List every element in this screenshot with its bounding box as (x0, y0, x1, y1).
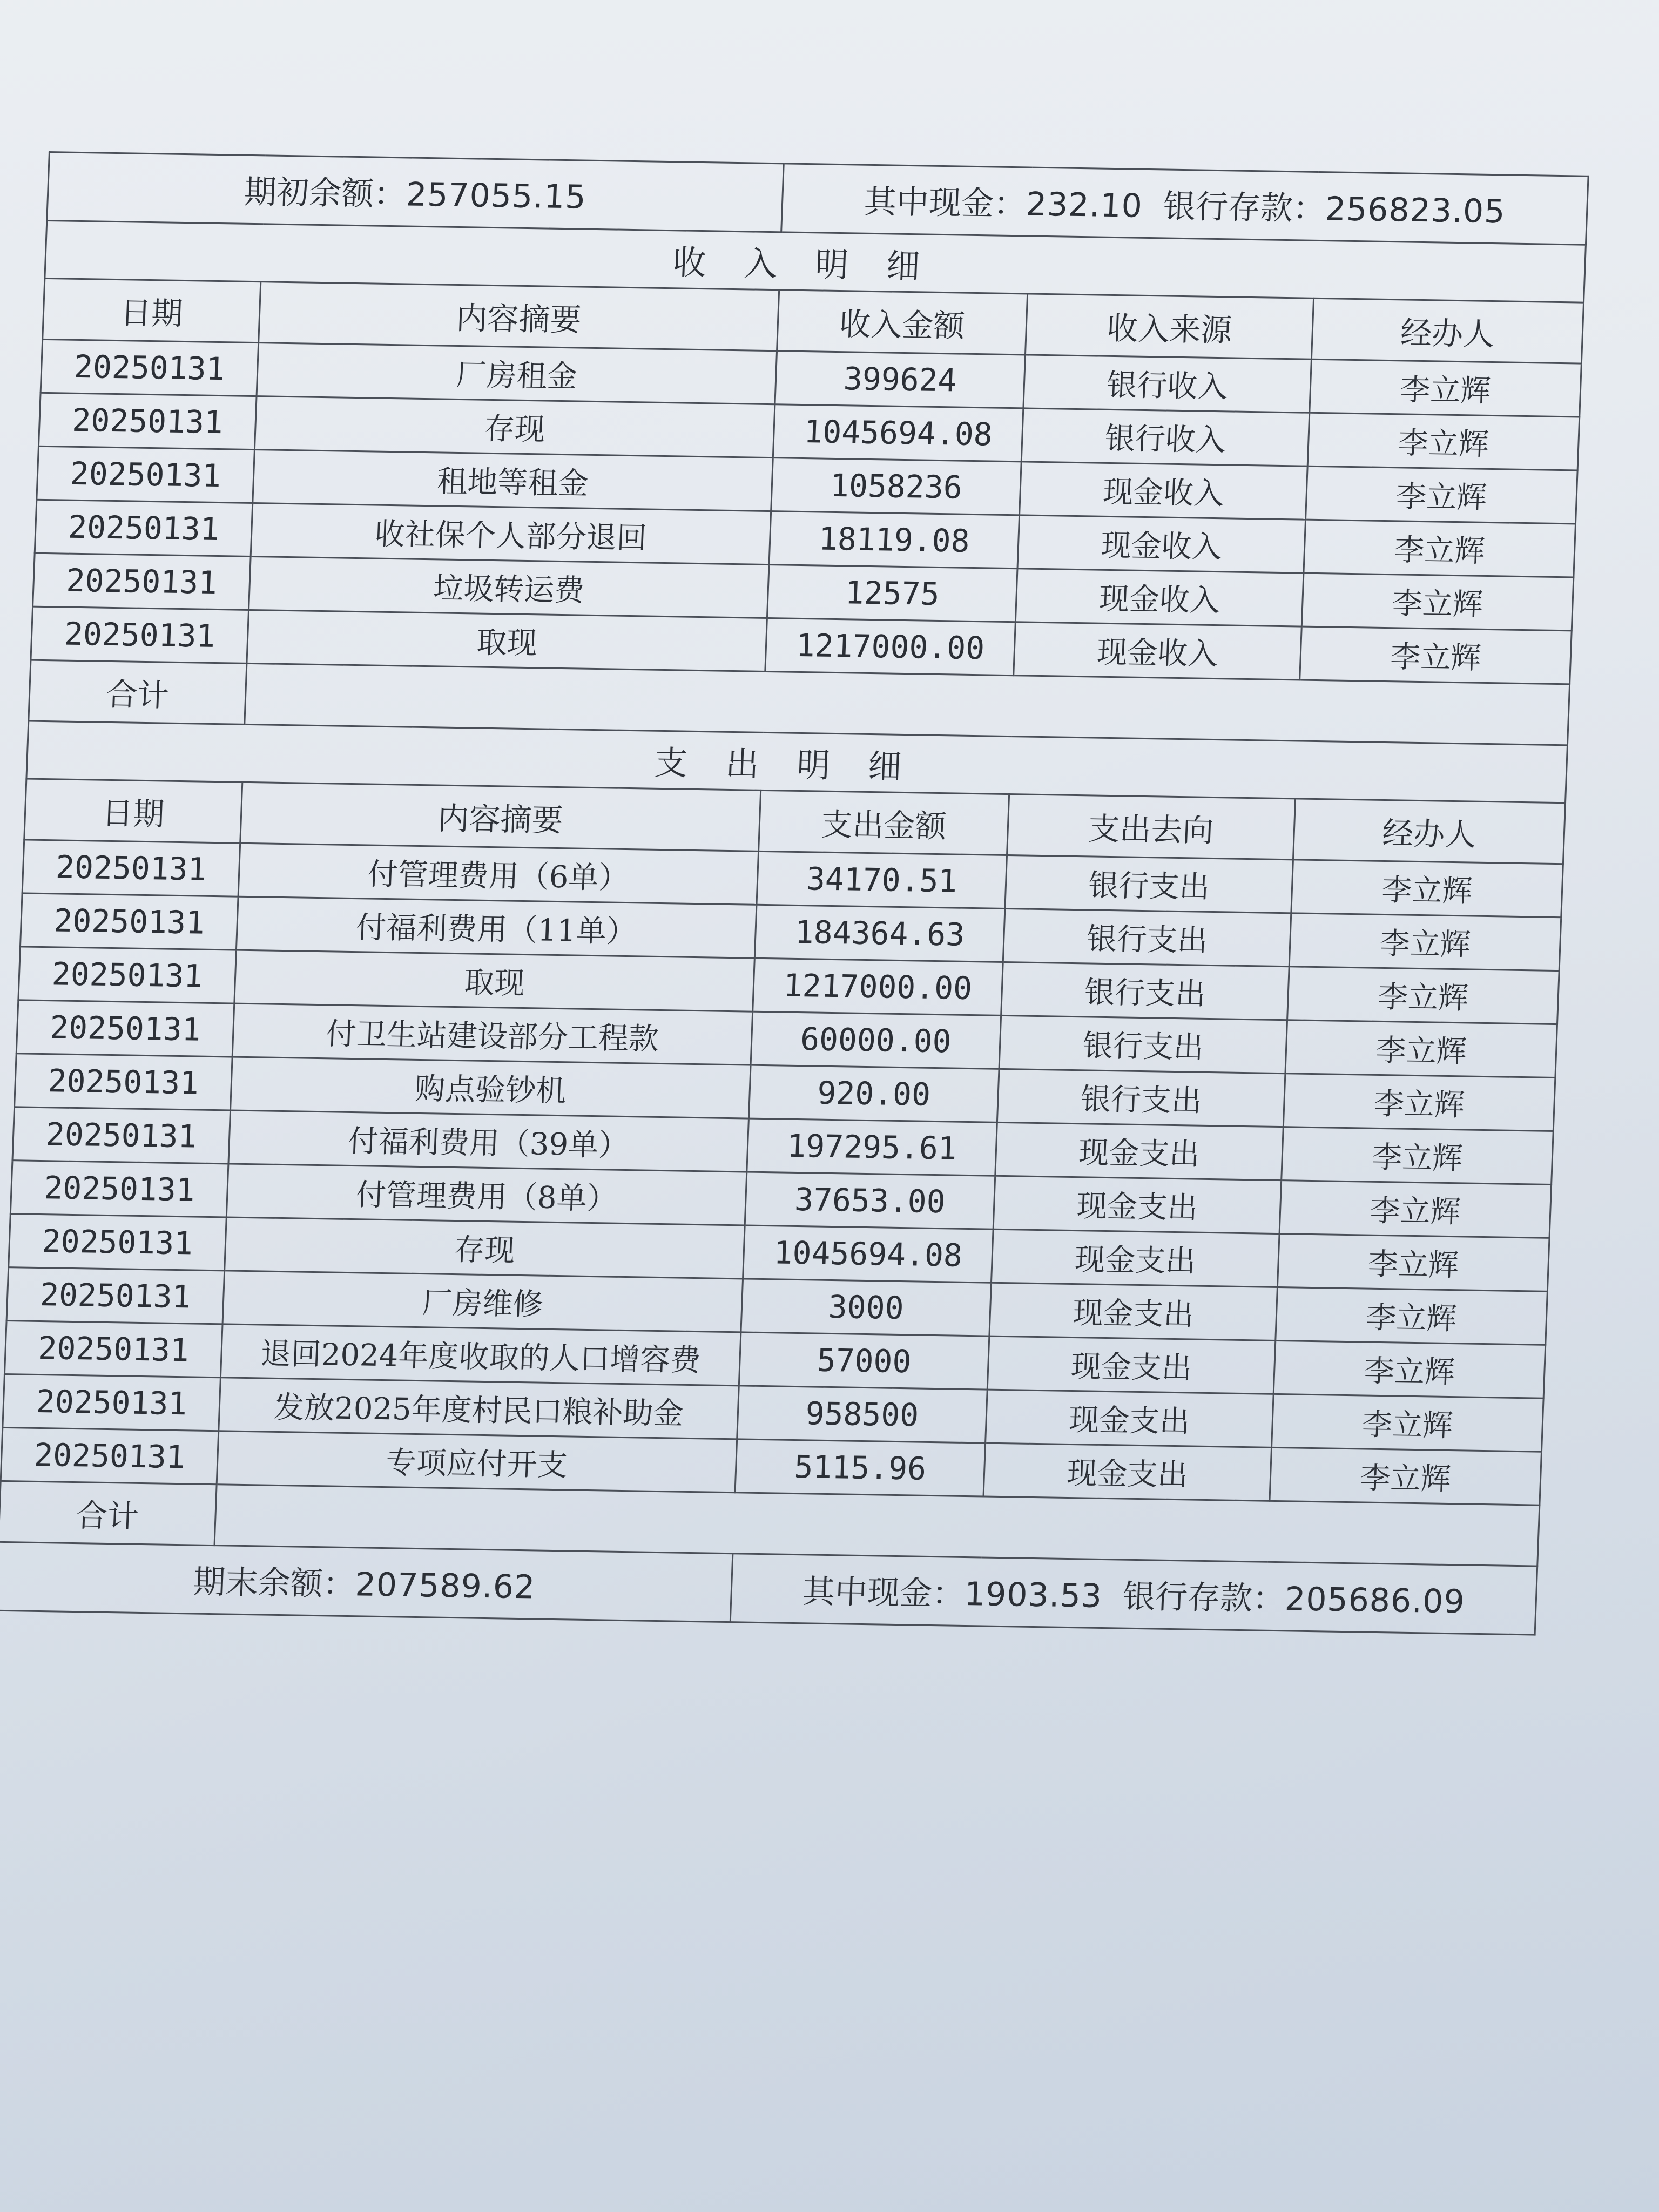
income-source: 现金收入 (1014, 622, 1302, 680)
income-handler: 李立辉 (1300, 626, 1572, 684)
expense-header-dest: 支出去向 (1007, 794, 1296, 860)
income-amount: 399624 (775, 351, 1026, 408)
expense-handler: 李立辉 (1277, 1234, 1549, 1292)
expense-desc: 付卫生站建设部分工程款 (232, 1003, 753, 1065)
expense-date: 20250131 (22, 840, 240, 896)
expense-date: 20250131 (18, 947, 237, 1003)
income-source: 现金收入 (1017, 515, 1306, 573)
expense-amount: 920.00 (748, 1065, 999, 1122)
expense-dest: 现金支出 (983, 1443, 1272, 1501)
expense-desc: 存现 (225, 1217, 745, 1279)
expense-header-handler: 经办人 (1293, 799, 1565, 864)
closing-cash-value: 1903.53 (963, 1575, 1103, 1615)
opening-bank-value: 256823.05 (1324, 190, 1506, 231)
income-header-date: 日期 (43, 278, 261, 342)
income-handler: 李立辉 (1304, 520, 1576, 577)
expense-handler: 李立辉 (1270, 1447, 1542, 1505)
opening-cash-value: 232.10 (1025, 185, 1144, 225)
expense-amount: 37653.00 (745, 1172, 995, 1229)
expense-handler: 李立辉 (1273, 1340, 1546, 1398)
expense-date: 20250131 (16, 1000, 234, 1057)
expense-desc: 厂房维修 (222, 1271, 743, 1332)
income-date: 20250131 (33, 553, 251, 610)
income-title: 收入明细 (45, 220, 1586, 302)
income-amount: 1045694.08 (773, 404, 1023, 462)
income-handler: 李立辉 (1306, 466, 1578, 524)
expense-handler: 李立辉 (1272, 1394, 1544, 1452)
opening-breakdown-cell (781, 164, 1588, 245)
expense-amount: 1045694.08 (743, 1225, 994, 1283)
expense-desc: 付管理费用（6单） (238, 843, 759, 905)
expense-desc: 购点验钞机 (231, 1057, 751, 1118)
income-desc: 厂房租金 (257, 343, 777, 404)
income-date: 20250131 (37, 446, 255, 503)
expense-dest: 现金支出 (995, 1122, 1284, 1180)
expense-handler: 李立辉 (1276, 1287, 1548, 1345)
expense-handler: 李立辉 (1287, 967, 1560, 1024)
expense-date: 20250131 (15, 1054, 233, 1110)
income-source: 银行收入 (1023, 355, 1312, 413)
income-header-desc: 内容摘要 (259, 282, 779, 351)
expense-title: 支出明细 (26, 721, 1568, 803)
income-header-amount: 收入金额 (777, 290, 1028, 355)
closing-cash-label: 其中现金： (801, 1573, 966, 1613)
income-source: 现金收入 (1020, 462, 1308, 520)
expense-desc: 取现 (234, 950, 755, 1011)
expense-desc: 退回2024年度收取的人口增容费 (220, 1324, 741, 1386)
expense-amount: 958500 (737, 1386, 988, 1443)
income-desc: 收社保个人部分退回 (251, 503, 771, 565)
income-source: 银行收入 (1021, 408, 1310, 466)
expense-dest: 银行支出 (1001, 962, 1290, 1020)
expense-header-desc: 内容摘要 (240, 782, 761, 851)
income-date: 20250131 (41, 339, 259, 396)
expense-date: 20250131 (3, 1374, 221, 1431)
expense-date: 20250131 (4, 1321, 222, 1378)
expense-dest: 现金支出 (993, 1176, 1282, 1233)
expense-desc: 专项应付开支 (217, 1431, 737, 1493)
expense-date: 20250131 (20, 893, 238, 950)
expense-handler: 李立辉 (1279, 1181, 1552, 1238)
income-desc: 取现 (247, 610, 767, 671)
expense-date: 20250131 (10, 1161, 228, 1217)
expense-amount: 197295.61 (747, 1118, 997, 1176)
expense-desc: 付福利费用（39单） (228, 1110, 749, 1172)
expense-total-label: 合计 (0, 1481, 217, 1545)
closing-balance-cell (0, 1542, 733, 1622)
income-amount: 18119.08 (769, 511, 1020, 569)
expense-handler: 李立辉 (1289, 913, 1561, 971)
opening-balance-value: 257055.15 (405, 176, 587, 217)
income-amount: 12575 (767, 565, 1017, 622)
expense-amount: 1217000.00 (753, 958, 1003, 1015)
expense-amount: 3000 (741, 1279, 992, 1336)
income-header-handler: 经办人 (1311, 298, 1583, 363)
income-handler: 李立辉 (1301, 573, 1574, 631)
income-desc: 存现 (254, 396, 775, 458)
income-desc: 垃圾转运费 (249, 556, 770, 618)
income-desc: 租地等租金 (253, 450, 773, 511)
expense-dest: 银行支出 (997, 1069, 1285, 1127)
expense-dest: 银行支出 (1005, 855, 1293, 913)
expense-dest: 现金支出 (991, 1229, 1279, 1287)
expense-amount: 184364.63 (754, 905, 1005, 962)
expense-desc: 付福利费用（11单） (236, 896, 757, 958)
expense-date: 20250131 (12, 1107, 231, 1164)
closing-balance-label: 期末余额： (192, 1563, 356, 1604)
opening-balance-label: 期初余额： (243, 173, 407, 214)
opening-balance-cell (47, 152, 784, 232)
expense-header-date: 日期 (24, 779, 242, 843)
ledger-sheet (0, 151, 1588, 1636)
expense-amount: 57000 (739, 1332, 989, 1390)
closing-balance-value: 207589.62 (354, 1566, 536, 1607)
expense-handler: 李立辉 (1282, 1127, 1554, 1185)
expense-date: 20250131 (6, 1267, 225, 1324)
expense-date: 20250131 (9, 1214, 227, 1271)
income-amount: 1217000.00 (765, 618, 1016, 676)
income-handler: 李立辉 (1310, 359, 1582, 417)
expense-desc: 发放2025年度村民口粮补助金 (219, 1378, 739, 1439)
expense-handler: 李立辉 (1285, 1020, 1557, 1078)
expense-amount: 5115.96 (735, 1439, 986, 1496)
expense-amount: 60000.00 (751, 1011, 1001, 1069)
income-date: 20250131 (38, 393, 257, 449)
expense-dest: 银行支出 (1003, 908, 1291, 966)
expense-desc: 付管理费用（8单） (226, 1164, 747, 1225)
income-date: 20250131 (31, 606, 249, 663)
expense-handler: 李立辉 (1283, 1074, 1555, 1131)
closing-bank-value: 205686.09 (1284, 1580, 1466, 1621)
income-date: 20250131 (35, 500, 253, 556)
income-source: 现金收入 (1015, 569, 1304, 626)
expense-header-amount: 支出金额 (759, 790, 1009, 855)
closing-bank-label: 银行存款： (1122, 1577, 1286, 1618)
income-total-label: 合计 (29, 660, 247, 724)
expense-dest: 银行支出 (999, 1015, 1287, 1073)
expense-amount: 34170.51 (757, 851, 1007, 908)
expense-dest: 现金支出 (987, 1336, 1276, 1394)
income-header-source: 收入来源 (1026, 294, 1314, 359)
ledger-table (0, 151, 1589, 1636)
opening-cash-label: 其中现金： (863, 183, 1027, 224)
closing-breakdown-cell (730, 1554, 1537, 1635)
expense-dest: 现金支出 (989, 1283, 1278, 1340)
expense-dest: 现金支出 (986, 1390, 1274, 1447)
expense-handler: 李立辉 (1291, 860, 1563, 918)
income-handler: 李立辉 (1307, 413, 1580, 470)
opening-bank-label: 银行存款： (1162, 187, 1326, 228)
income-amount: 1058236 (771, 458, 1022, 515)
expense-date: 20250131 (1, 1427, 219, 1484)
